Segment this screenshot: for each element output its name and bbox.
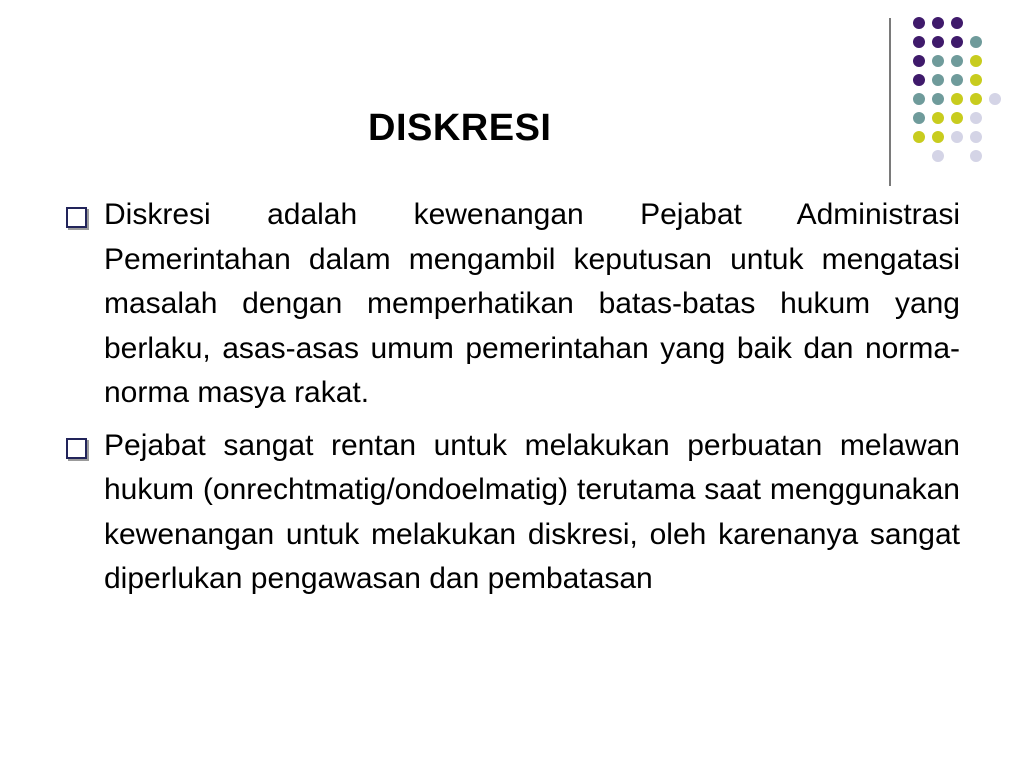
decor-dot (932, 131, 944, 143)
bullet-item (64, 193, 960, 416)
decor-dot (932, 55, 944, 67)
decor-dot (913, 131, 925, 143)
decor-dot (913, 36, 925, 48)
checkbox-bullet-icon (64, 424, 104, 472)
checkbox-bullet-icon (64, 193, 104, 241)
decor-dot (970, 93, 982, 105)
bullet-list (64, 193, 960, 610)
bullet-item (64, 424, 960, 602)
decorative-dot-grid (0, 0, 1024, 200)
decor-dot (932, 36, 944, 48)
decor-dot (932, 112, 944, 124)
decor-dot (951, 131, 963, 143)
decor-dot (913, 17, 925, 29)
bullet-text: Pejabat sangat rentan untuk melakukan perbuatan melawan hukum (onrechtmatig/ondoelmatig) terutama saat menggunakan kewenangan untuk melakukan diskresi, oleh karenanya sangat diperlukan pengawasan dan pembatasan (104, 428, 960, 595)
decor-dot (932, 74, 944, 86)
decor-dot (951, 74, 963, 86)
bullet-text: Diskresi adalah kewenangan Pejabat Administrasi Pemerintahan dalam mengambil keputusan untuk mengatasi masalah dengan memperhatikan batas-batas hukum yang berlaku, asas-asas umum pemerintahan yang baik dan norma-norma masya rakat. (104, 198, 960, 409)
decor-dot (951, 36, 963, 48)
decor-dot (970, 36, 982, 48)
decor-dot (970, 150, 982, 162)
decor-dot (932, 93, 944, 105)
decor-dot (970, 55, 982, 67)
decor-dot (989, 93, 1001, 105)
decor-dot (951, 93, 963, 105)
decor-dot (951, 112, 963, 124)
decor-dot (970, 74, 982, 86)
decor-dot (951, 17, 963, 29)
decor-dot (932, 150, 944, 162)
decor-dot (951, 55, 963, 67)
decor-dot (913, 93, 925, 105)
decor-dot (970, 131, 982, 143)
decor-dot (970, 112, 982, 124)
decor-dot (913, 74, 925, 86)
decor-dot (913, 112, 925, 124)
decor-dot (932, 17, 944, 29)
decor-dot (913, 55, 925, 67)
slide-title: DISKRESI (368, 107, 552, 149)
